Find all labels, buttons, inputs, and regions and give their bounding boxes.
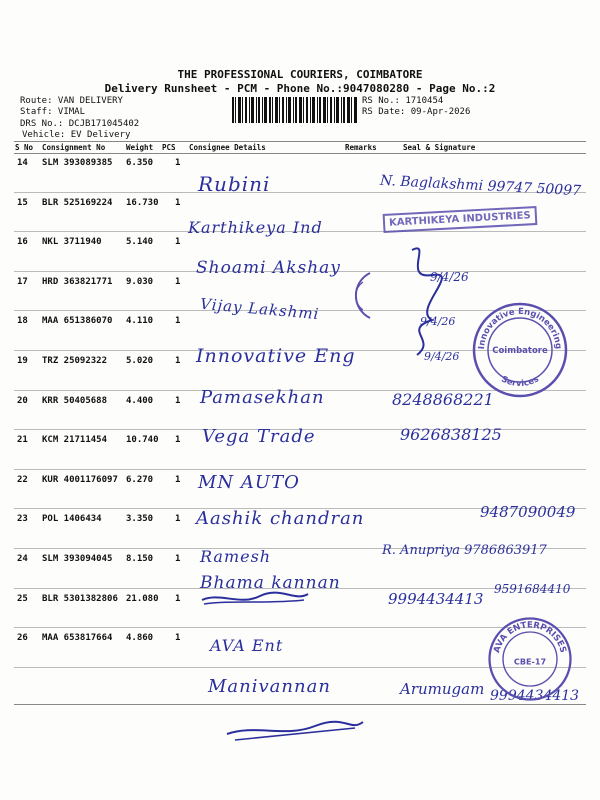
ava-stamp-top: AVA ENTERPRISES bbox=[492, 620, 568, 655]
row-cn: BLR 5301382806 bbox=[42, 593, 118, 604]
signature-24: 9994434413 bbox=[388, 590, 484, 608]
row-pcs: 1 bbox=[175, 435, 181, 446]
row-cn: BLR 525169224 bbox=[42, 197, 113, 208]
consignee-hand-20: Pamasekhan bbox=[200, 387, 325, 408]
row-weight: 6.350 bbox=[126, 158, 154, 168]
row-sno: 25 bbox=[17, 593, 28, 604]
row-weight: 5.140 bbox=[126, 237, 154, 248]
row-sno: 22 bbox=[17, 474, 28, 485]
innovative-stamp-top: Innovative Engineering bbox=[476, 306, 564, 350]
consignee-hand-19: Innovative Eng bbox=[196, 345, 356, 367]
company-title: THE PROFESSIONAL COURIERS, COIMBATORE bbox=[177, 68, 423, 81]
row-sno: 23 bbox=[17, 514, 28, 525]
signature-20: 8248868221 bbox=[392, 390, 494, 409]
row-cn: SLM 393089385 bbox=[42, 158, 113, 168]
row-weight: 10.740 bbox=[126, 435, 159, 446]
col-remarks: Remarks bbox=[345, 143, 377, 152]
barcode bbox=[232, 97, 357, 123]
ava-stamp bbox=[485, 614, 575, 704]
row-pcs: 1 bbox=[175, 474, 181, 485]
table-bottom-rule bbox=[14, 704, 586, 705]
consignee-hand-21: Vega Trade bbox=[202, 426, 316, 447]
rs-no: RS No.: 1710454 bbox=[362, 96, 444, 106]
row-cn: KCM 21711454 bbox=[42, 435, 108, 446]
innovative-stamp-center: Coimbatore bbox=[492, 346, 548, 356]
drs-no: DRS No.: DCJB171045402 bbox=[20, 119, 140, 129]
row-weight: 3.350 bbox=[126, 514, 154, 525]
row-sno: 21 bbox=[17, 435, 28, 446]
col-pcs: PCS bbox=[162, 143, 176, 152]
row-sno: 19 bbox=[17, 356, 28, 366]
svg-text:Services bbox=[499, 374, 540, 389]
signature-14: N. Baglakshmi 99747 50097 bbox=[379, 172, 582, 200]
row-cn: HRD 363821771 bbox=[42, 276, 113, 287]
signature-extra-mobile: 9591684410 bbox=[494, 582, 571, 596]
signature-22: 9487090049 bbox=[480, 503, 576, 521]
row-sno: 16 bbox=[17, 237, 28, 248]
signature-23: R. Anupriya 9786863917 bbox=[382, 543, 547, 558]
route: Route: VAN DELIVERY bbox=[20, 96, 123, 106]
signature-21: 9626838125 bbox=[400, 425, 502, 444]
row-cn: NKL 3711940 bbox=[42, 237, 102, 248]
row-weight: 5.020 bbox=[126, 356, 154, 366]
signature-name-26: Arumugam bbox=[400, 680, 485, 698]
signature-26: 9994434413 bbox=[490, 688, 580, 704]
ava-stamp-bottom: CBE-17 bbox=[513, 656, 547, 667]
row-cn: POL 1406434 bbox=[42, 514, 102, 525]
innovative-stamp-bottom: Services bbox=[499, 374, 541, 390]
row-pcs: 1 bbox=[175, 395, 181, 406]
consignee-hand-15: Karthikeya Ind bbox=[188, 218, 323, 237]
row-pcs: 1 bbox=[175, 593, 181, 604]
vehicle: Vehicle: EV Delivery bbox=[22, 130, 131, 140]
row-weight: 9.030 bbox=[126, 276, 154, 287]
row-pcs: 1 bbox=[175, 276, 181, 287]
col-sno: S No bbox=[15, 143, 34, 152]
table-top-rule bbox=[14, 141, 586, 142]
signature-18: 9/4/26 bbox=[424, 350, 460, 363]
row-cn: MAA 651386070 bbox=[42, 316, 113, 327]
row-sno: 24 bbox=[17, 554, 28, 564]
row-sno: 18 bbox=[17, 316, 28, 327]
strikethrough-scribble bbox=[200, 588, 310, 610]
row-pcs: 1 bbox=[175, 197, 181, 208]
consignee-hand-14: Rubini bbox=[198, 172, 271, 196]
row-weight: 16.730 bbox=[126, 197, 159, 208]
consignee-hand-extra: Manivannan bbox=[208, 676, 331, 697]
signature-16: 9/4/26 bbox=[430, 270, 469, 284]
row-cn: MAA 653817664 bbox=[42, 633, 113, 644]
row-weight: 8.150 bbox=[126, 554, 154, 564]
consignee-hand-24: Ramesh bbox=[200, 547, 272, 566]
row-pcs: 1 bbox=[175, 237, 181, 248]
row-sno: 15 bbox=[17, 197, 28, 208]
signature-17: 9/4/26 bbox=[420, 315, 456, 328]
row-weight: 6.270 bbox=[126, 474, 154, 485]
bottom-scribble bbox=[225, 714, 365, 744]
row-weight: 21.080 bbox=[126, 593, 159, 604]
row-cn: KUR 4001176097 bbox=[42, 474, 118, 485]
col-consignment: Consignment No bbox=[42, 143, 106, 152]
row-weight: 4.110 bbox=[126, 316, 154, 327]
row-sno: 14 bbox=[17, 158, 28, 168]
karthikeya-stamp: KARTHIKEYA INDUSTRIES bbox=[383, 206, 538, 233]
rs-date: RS Date: 09-Apr-2026 bbox=[362, 107, 471, 117]
row-weight: 4.860 bbox=[126, 633, 154, 644]
consignee-hand-26: AVA Ent bbox=[210, 636, 284, 655]
row-cn: TRZ 25092322 bbox=[42, 356, 108, 366]
row-pcs: 1 bbox=[175, 633, 181, 644]
row-pcs: 1 bbox=[175, 158, 181, 168]
svg-text:AVA ENTERPRISES bbox=[492, 620, 568, 654]
consignee-hand-25: Bhama kannan bbox=[200, 573, 341, 593]
svg-text:Innovative Engineering bbox=[477, 307, 563, 350]
col-consignee: Consignee Details bbox=[189, 143, 266, 152]
runsheet-subtitle: Delivery Runsheet - PCM - Phone No.:9047080280 - Page No.:2 bbox=[104, 82, 496, 95]
row-cn: SLM 393094045 bbox=[42, 554, 113, 564]
row-sno: 17 bbox=[17, 276, 28, 287]
consignee-hand-23: Aashik chandran bbox=[196, 508, 365, 529]
row-pcs: 1 bbox=[175, 554, 181, 564]
consignee-hand-16: Shoami Akshay bbox=[196, 258, 341, 278]
col-seal-signature: Seal & Signature bbox=[403, 143, 476, 152]
row-cn: KRR 50405688 bbox=[42, 395, 108, 406]
staff: Staff: VIMAL bbox=[20, 107, 86, 117]
row-sno: 26 bbox=[17, 633, 28, 644]
col-weight: Weight bbox=[126, 143, 154, 152]
scribble-signatures bbox=[392, 240, 452, 360]
row-pcs: 1 bbox=[175, 514, 181, 525]
row-sno: 20 bbox=[17, 395, 28, 406]
row-divider bbox=[14, 469, 586, 470]
row-pcs: 1 bbox=[175, 356, 181, 366]
innovative-stamp bbox=[470, 300, 570, 400]
header-rule bbox=[14, 153, 586, 154]
consignee-hand-17: Vijay Lakshmi bbox=[199, 294, 321, 324]
row-weight: 4.400 bbox=[126, 395, 154, 406]
row-pcs: 1 bbox=[175, 316, 181, 327]
consignee-hand-22: MN AUTO bbox=[198, 472, 300, 493]
partial-stamp bbox=[325, 268, 375, 323]
